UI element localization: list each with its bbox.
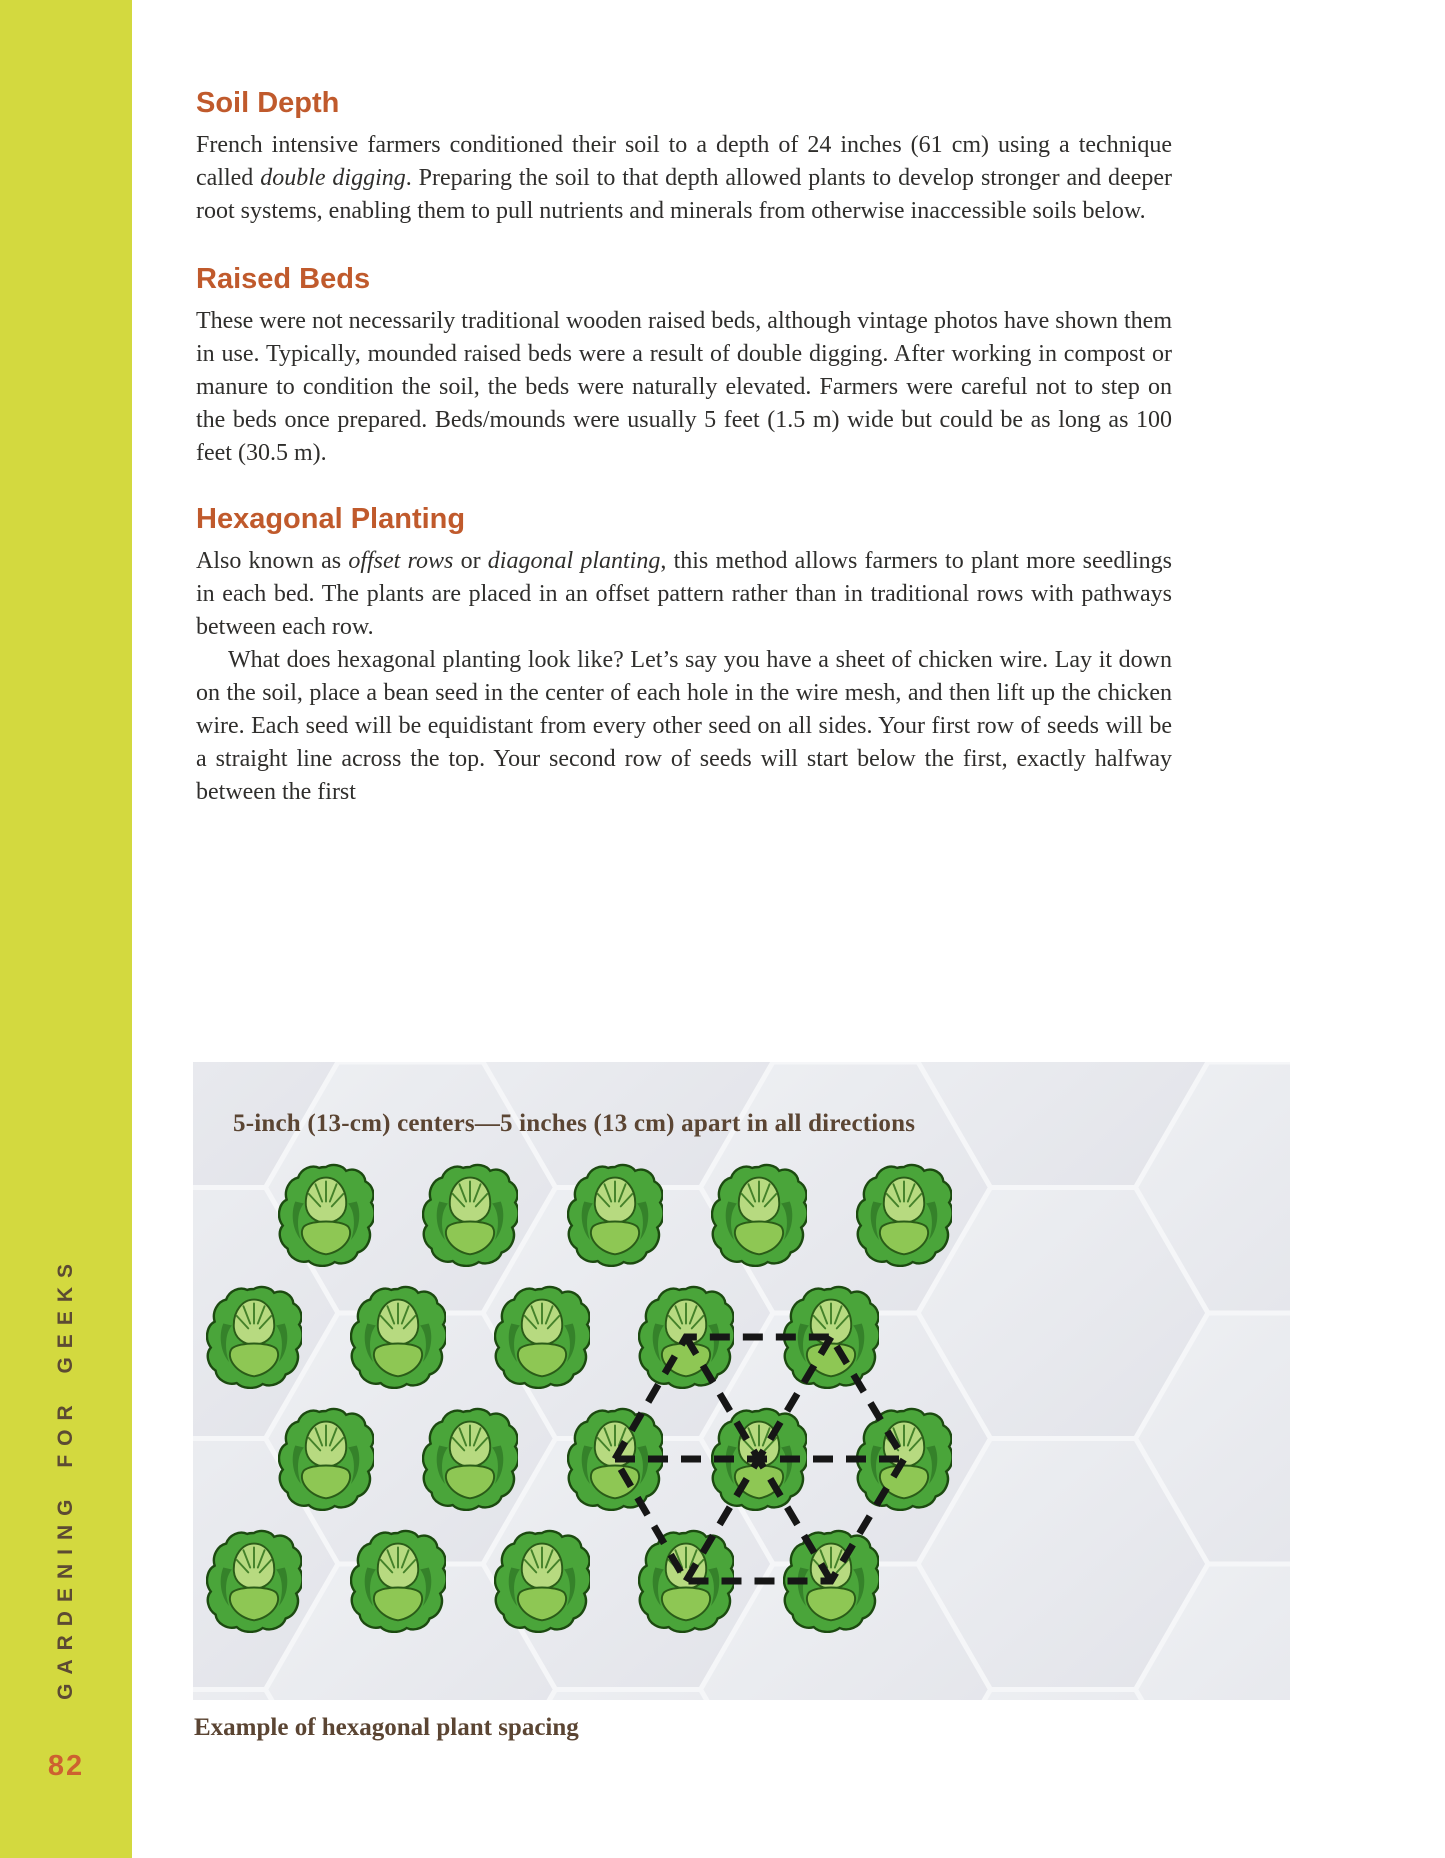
section-heading-hexagonal-planting: Hexagonal Planting [196, 503, 466, 535]
cabbage-icon [568, 1165, 663, 1266]
cabbage-icon [712, 1165, 807, 1266]
section-soil-depth [196, 86, 1172, 228]
cabbage-icon [207, 1531, 302, 1632]
cabbage-icon [495, 1287, 590, 1388]
cabbage-icon [423, 1409, 518, 1510]
section-heading-soil-depth: Soil Depth [196, 87, 340, 119]
cabbage-icon [495, 1531, 590, 1632]
paragraph-hexagonal-planting-2: What does hexagonal planting look like? Let’s say you have a sheet of chicken wire. Lay it down on the soil, place a bean seed in the center of each hole in the wire mesh, and then lift up the chicken wire. Each seed will be equidistant from every other seed on all sides. Your first row of seeds will be a straight line across the top. Your second row of seeds will start below the first, exactly halfway between the first [196, 647, 1172, 805]
section-raised-beds [196, 262, 1172, 470]
sidebar-band [0, 0, 132, 1858]
section-heading-raised-beds: Raised Beds [196, 263, 371, 295]
figure-inner-caption: 5-inch (13-cm) centers—5 inches (13 cm) apart in all directions [233, 1110, 916, 1137]
cabbage-icon [857, 1165, 952, 1266]
page-number: 82 [47, 1750, 85, 1782]
cabbage-icon [279, 1165, 374, 1266]
paragraph-raised-beds: These were not necessarily traditional wooden raised beds, although vintage photos have shown them in use. Typically, mounded raised beds were a result of double digging. After working in compost or manure to condition the soil, the beds were naturally elevated. Farmers were careful not to step on the beds once prepared. Beds/mounds were usually 5 feet (1.5 m) wide but could be as long as 100 feet (30.5 m). [196, 308, 1172, 466]
paragraph-soil-depth: French intensive farmers conditioned their soil to a depth of 24 inches (61 cm) using a technique called double digging. Preparing the soil to that depth allowed plants to develop stronger and deeper root systems, enabling them to pull nutrients and minerals from otherwise inaccessible soils below. [196, 132, 1172, 224]
cabbage-icon [857, 1409, 952, 1510]
sidebar-vertical-title [0, 1225, 132, 1730]
figure-caption: Example of hexagonal plant spacing [194, 1714, 579, 1741]
paragraph-hexagonal-planting-1: Also known as offset rows or diagonal planting, this method allows farmers to plant more seedlings in each bed. The plants are placed in an offset pattern rather than in traditional rows with pathways between each row. [196, 548, 1172, 640]
cabbage-icon [423, 1165, 518, 1266]
hexagonal-spacing-figure [193, 1062, 1290, 1700]
section-hexagonal-planting [196, 502, 1172, 809]
cabbage-icon [279, 1409, 374, 1510]
text-column [196, 86, 1172, 809]
cabbage-icon [784, 1287, 879, 1388]
figure-canvas [193, 1062, 1290, 1700]
cabbage-icon [207, 1287, 302, 1388]
book-title-vertical: GARDENING FOR GEEKS [54, 1255, 77, 1700]
cabbage-icon [351, 1531, 446, 1632]
cabbage-icon [351, 1287, 446, 1388]
